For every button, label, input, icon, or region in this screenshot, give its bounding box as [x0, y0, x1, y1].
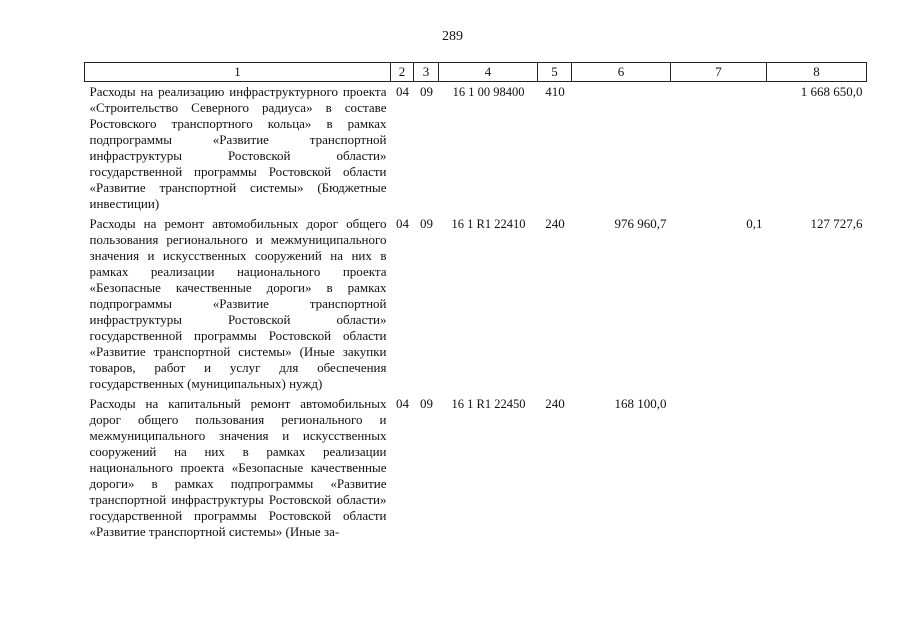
header-row	[85, 63, 867, 82]
header-col-1: 1	[85, 63, 391, 82]
row-amount-col7	[671, 82, 767, 215]
header-col-7: 7	[671, 63, 767, 82]
budget-table	[84, 62, 867, 542]
table-header	[85, 63, 867, 82]
header-col-5: 5	[538, 63, 572, 82]
header-col-3: 3	[414, 63, 439, 82]
row-amount-col8	[767, 394, 867, 542]
page-number: 289	[442, 29, 463, 44]
row-section-code: 04	[396, 216, 409, 231]
row-description: Расходы на реализацию инфраструктурного проекта «Строительство Северного радиуса» в составе Ростовского транспортного кольца» в рамках подпрограммы «Развитие транспортной инфраструктуры Ростовской области» государственной программы Ростовской области «Развитие транспортной системы» (Бюджетные инвестиции)	[89, 84, 387, 211]
row-subsection-code: 09	[420, 216, 433, 231]
row-expense-type: 240	[545, 216, 565, 231]
row-subsection-code: 09	[420, 84, 433, 99]
row-description: Расходы на ремонт автомобильных дорог общего пользования регионального и межмуниципального значения и искусственных сооружений на них в рамках реализации национального проекта «Безопасные качественные дороги» в рамках подпрограммы «Развитие транспортной инфраструктуры Ростовской области» государственной программы Ростовской области «Развитие транспортной системы» (Иные закупки товаров, работ и услуг для обеспечения государственных (муниципальных) нужд)	[89, 216, 387, 391]
row-expense-type: 240	[545, 396, 565, 411]
row-section-code: 04	[396, 396, 409, 411]
header-col-8: 8	[767, 63, 867, 82]
row-amount-col7	[671, 394, 767, 542]
row-section-code: 04	[396, 84, 409, 99]
table-row	[85, 214, 867, 394]
row-target-code: 16 1 R1 22450	[451, 397, 526, 411]
row-amount-col7: 0,1	[746, 216, 763, 231]
row-subsection-code: 09	[420, 396, 433, 411]
row-amount-col6: 168 100,0	[614, 396, 667, 411]
header-col-2: 2	[391, 63, 414, 82]
header-col-4: 4	[439, 63, 538, 82]
row-description: Расходы на капитальный ремонт автомобильных дорог общего пользования регионального и межмуниципального значения и искусственных сооружений на них в рамках реализации национального проекта «Безопасные качественные дороги» в рамках подпрограммы «Развитие транспортной инфраструктуры Ростовской области» государственной программы Ростовской области «Развитие транспортной системы» (Иные за-	[89, 396, 387, 539]
row-amount-col6	[572, 82, 671, 215]
table-row	[85, 394, 867, 542]
row-amount-col6: 976 960,7	[614, 216, 667, 231]
row-target-code: 16 1 R1 22410	[451, 217, 526, 231]
row-amount-col8: 127 727,6	[810, 216, 863, 231]
row-expense-type: 410	[545, 84, 565, 99]
table-row	[85, 82, 867, 215]
row-amount-col8: 1 668 650,0	[800, 84, 863, 99]
table-body	[85, 82, 867, 543]
header-col-6: 6	[572, 63, 671, 82]
row-target-code: 16 1 00 98400	[452, 85, 525, 99]
